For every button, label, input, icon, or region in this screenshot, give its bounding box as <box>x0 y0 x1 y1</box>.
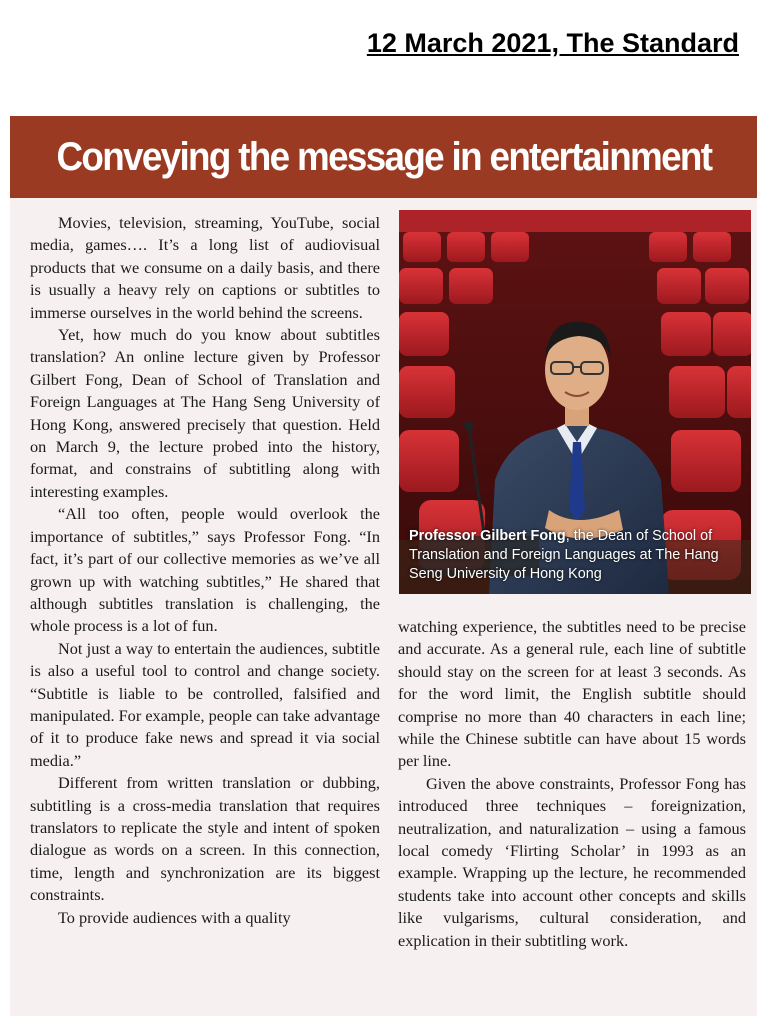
photo-caption <box>409 527 741 584</box>
paragraph: Given the above constraints, Professor Fong has introduced three techniques – foreignization, neutralization, and naturalization – using a famous local comedy ‘Flirting Scholar’ in 1993 as an example. Wrapping up the lecture, he recommended students take into account other concepts and skills like vulgarisms, cultural consideration, and explication in their subtitling work. <box>398 773 746 950</box>
paragraph: To provide audiences with a quality <box>58 907 291 927</box>
caption-name: Professor Gilbert Fong <box>409 528 566 544</box>
left-column <box>30 212 380 929</box>
caption-rest: , the Dean of School of Translation and Foreign Languages at The Hang Seng University of Hong Kong <box>409 528 719 582</box>
paragraph: Movies, television, streaming, YouTube, social media, games…. It’s a long list of audiovisual products that we consume on a daily basis, and there is usually a heavy rely on captions or subtitles to immerse ourselves in the world behind the screens. <box>30 213 380 322</box>
headline: Conveying the message in entertainment <box>56 134 711 179</box>
paragraph: watching experience, the subtitles need to be precise and accurate. As a general rule, each line of subtitle should stay on the screen for at least 3 seconds. As for the word limit, the English subtitle should comprise no more than 40 characters in each line; while the Chinese subtitle can have about 15 words per line. <box>398 617 746 771</box>
paragraph: “All too often, people would overlook the importance of subtitles,” says Professor Fong. “In fact, it’s part of our collective memories as we’ve all grown up with watching subtitles,” He shared that although subtitles translation is challenging, the whole process is a lot of fun. <box>30 504 380 636</box>
paragraph: Yet, how much do you know about subtitles translation? An online lecture given by Professor Gilbert Fong, Dean of School of Translation and Foreign Languages at The Hang Seng University of Hong Kong, answered precisely that question. Held on March 9, the lecture probed into the history, format, and constrains of subtitling along with interesting examples. <box>30 325 380 501</box>
headline-bar <box>10 116 757 198</box>
paragraph: Not just a way to entertain the audiences, subtitle is also a useful tool to control and change society. “Subtitle is liable to be controlled, falsified and manipulated. For example, people can take advantage of it to produce fake news and spread it via social media.” <box>30 638 380 770</box>
dateline: 12 March 2021, The Standard <box>366 28 739 58</box>
paragraph: Different from written translation or dubbing, subtitling is a cross-media translation that requires translators to replicate the style and intent of spoken dialogue as words on a screen. In this connection, time, length and synchronization are its biggest constraints. <box>30 773 380 905</box>
right-column <box>398 616 746 952</box>
professor-photo <box>399 210 751 594</box>
newspaper-clipping <box>10 116 757 1016</box>
